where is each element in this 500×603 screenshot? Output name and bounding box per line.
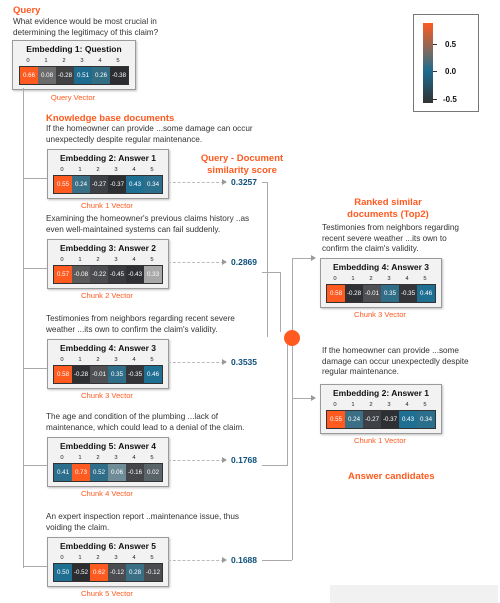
- kb-embedding-card: [47, 239, 169, 289]
- similarity-score: 0.2869: [231, 257, 257, 267]
- embedding-index-label: 2: [96, 167, 100, 173]
- query-vector-cells: [19, 66, 129, 85]
- embedding-index-label: 3: [114, 167, 118, 173]
- ranked-document-text: Testimonies from neighbors regarding recent severe weather ...its own to confirm the claim's validity.: [322, 223, 459, 253]
- embedding-index-label: 0: [333, 276, 337, 282]
- kb-document-text: Testimonies from neighbors regarding recent severe weather ...its own to confirm the claim's validity.: [46, 314, 235, 334]
- embedding-index-label: 4: [405, 402, 409, 408]
- embedding-cell: 0.41: [54, 464, 72, 481]
- embedding-cell: 0.73: [72, 464, 90, 481]
- color-scale-bar: [423, 23, 433, 103]
- kb-score-arrow: [168, 460, 224, 461]
- embedding-cell: -0.28: [72, 366, 90, 383]
- embedding-cell: 0.06: [108, 464, 126, 481]
- kb-vector-cells: [53, 265, 163, 284]
- embedding-index-label: 4: [405, 276, 409, 282]
- merge-line-1: [262, 182, 268, 183]
- embedding-index-label: 5: [116, 58, 120, 64]
- embedding-cell: -0.37: [108, 176, 126, 193]
- embedding-cell: 0.35: [381, 285, 399, 302]
- embedding-cell: 0.46: [417, 285, 435, 302]
- embedding-cell: -0.27: [363, 411, 381, 428]
- embedding-cell: 0.62: [90, 564, 108, 581]
- embedding-index-label: 2: [62, 58, 66, 64]
- merge-line-5: [262, 560, 292, 561]
- embedding-index-label: 2: [369, 276, 373, 282]
- embedding-index-label: 2: [96, 455, 100, 461]
- kb-document-text: The age and condition of the plumbing ...lack of maintenance, which could lead to a denial of the claim.: [46, 412, 245, 432]
- kb-chunk-caption: Chunk 5 Vector: [81, 589, 133, 598]
- ranked-vector-cells: [326, 410, 436, 429]
- kb-embedding-title: Embedding 5: Answer 4: [59, 441, 157, 451]
- kb-vector-cells: [53, 463, 163, 482]
- similarity-label: Query - Document similarity score: [200, 153, 284, 176]
- embedding-index-label: 4: [132, 167, 136, 173]
- kb-score-arrow-head: [222, 557, 227, 563]
- kb-chunk-caption: Chunk 2 Vector: [81, 291, 133, 300]
- merge-node-circle: [284, 330, 300, 346]
- ranked-document-text: If the homeowner can provide ...some damage can occur unexpectedly despite regular maintenance.: [322, 346, 469, 376]
- embedding-index-label: 0: [60, 257, 64, 263]
- branch-line-1: [23, 178, 47, 179]
- embedding-index-label: 5: [150, 455, 154, 461]
- embedding-index-label: 4: [132, 455, 136, 461]
- embedding-index-label: 0: [60, 167, 64, 173]
- branch-line-5: [23, 566, 47, 567]
- kb-embedding-title: Embedding 3: Answer 2: [59, 243, 157, 253]
- branch-line-3: [23, 368, 47, 369]
- kb-index-row: [53, 357, 161, 363]
- embedding-cell: 0.58: [54, 366, 72, 383]
- ranked-chunk-caption: Chunk 1 Vector: [354, 436, 406, 445]
- color-scale-legend: [413, 14, 479, 112]
- embedding-cell: -0.37: [381, 411, 399, 428]
- merge-line-v-bottom: [287, 340, 288, 465]
- embedding-index-label: 1: [78, 357, 82, 363]
- embedding-index-label: 2: [96, 257, 100, 263]
- embedding-cell: -0.35: [399, 285, 417, 302]
- kb-score-arrow-head: [222, 179, 227, 185]
- output-arrow-2: [292, 398, 312, 399]
- embedding-cell: 0.43: [126, 176, 144, 193]
- embedding-cell: 0.43: [399, 411, 417, 428]
- embedding-index-label: 3: [114, 257, 118, 263]
- ranked-embedding-title: Embedding 4: Answer 3: [332, 262, 430, 272]
- embedding-index-label: 1: [351, 402, 355, 408]
- embedding-cell: -0.22: [90, 266, 108, 283]
- kb-score-arrow: [168, 182, 224, 183]
- footer-bar: [330, 585, 498, 603]
- embedding-cell: 0.34: [417, 411, 435, 428]
- kb-embedding-title: Embedding 2: Answer 1: [59, 153, 157, 163]
- embedding-index-label: 5: [150, 167, 154, 173]
- kb-embedding-card: [47, 537, 169, 587]
- ranked-embedding-card: [320, 384, 442, 434]
- embedding-index-label: 4: [132, 555, 136, 561]
- legend-tickmark-top: [433, 44, 437, 45]
- embedding-cell: 0.51: [74, 67, 92, 84]
- ranked-embedding-card: [320, 258, 442, 308]
- kb-chunk-caption: Chunk 1 Vector: [81, 201, 133, 210]
- query-title: Query: [13, 5, 41, 16]
- ranked-chunk-caption: Chunk 3 Vector: [354, 310, 406, 319]
- kb-score-arrow-head: [222, 259, 227, 265]
- embedding-index-label: 2: [369, 402, 373, 408]
- legend-tick-low: -0.5: [443, 95, 457, 104]
- embedding-index-label: 3: [114, 455, 118, 461]
- embedding-index-label: 0: [26, 58, 30, 64]
- merge-line-2v: [280, 272, 281, 332]
- embedding-cell: 0.34: [144, 176, 162, 193]
- kb-chunk-caption: Chunk 3 Vector: [81, 391, 133, 400]
- ranked-index-row: [326, 276, 434, 282]
- kb-document-text: An expert inspection report ..maintenance issue, thus voiding the claim.: [46, 512, 239, 532]
- kb-vector-cells: [53, 365, 163, 384]
- embedding-cell: -0.52: [72, 564, 90, 581]
- similarity-score: 0.3257: [231, 177, 257, 187]
- embedding-cell: 0.28: [126, 564, 144, 581]
- similarity-score: 0.3535: [231, 357, 257, 367]
- ranked-vector-cells: [326, 284, 436, 303]
- kb-title: Knowledge base documents: [46, 113, 175, 124]
- query-index-row: [19, 58, 127, 64]
- legend-tickmark-bottom: [433, 99, 437, 100]
- embedding-cell: -0.01: [90, 366, 108, 383]
- embedding-index-label: 1: [78, 555, 82, 561]
- embedding-cell: 0.55: [54, 176, 72, 193]
- embedding-cell: 0.52: [90, 464, 108, 481]
- kb-score-arrow: [168, 262, 224, 263]
- embedding-index-label: 5: [423, 276, 427, 282]
- output-line-v2: [292, 346, 293, 398]
- embedding-index-label: 4: [132, 357, 136, 363]
- embedding-cell: -0.35: [126, 366, 144, 383]
- embedding-cell: -0.08: [72, 266, 90, 283]
- embedding-cell: -0.45: [108, 266, 126, 283]
- kb-embedding-title: Embedding 6: Answer 5: [59, 541, 157, 551]
- kb-index-row: [53, 455, 161, 461]
- embedding-cell: 0.35: [108, 366, 126, 383]
- kb-index-row: [53, 257, 161, 263]
- similarity-score: 0.1768: [231, 455, 257, 465]
- embedding-cell: 0.50: [54, 564, 72, 581]
- embedding-index-label: 1: [78, 455, 82, 461]
- embedding-index-label: 3: [80, 58, 84, 64]
- embedding-index-label: 3: [114, 555, 118, 561]
- embedding-cell: -0.16: [126, 464, 144, 481]
- embedding-index-label: 0: [60, 455, 64, 461]
- kb-embedding-card: [47, 339, 169, 389]
- kb-index-row: [53, 555, 161, 561]
- output-line-v: [292, 258, 293, 330]
- embedding-cell: 0.02: [144, 464, 162, 481]
- merge-line-4: [262, 465, 288, 466]
- embedding-cell: 0.46: [144, 366, 162, 383]
- embedding-cell: 0.55: [327, 411, 345, 428]
- query-trunk-line: [23, 88, 24, 568]
- embedding-index-label: 5: [150, 257, 154, 263]
- kb-chunk-caption: Chunk 4 Vector: [81, 489, 133, 498]
- embedding-index-label: 4: [132, 257, 136, 263]
- kb-document-text: If the homeowner can provide ...some damage can occur unexpectedly despite regular maintenance.: [46, 124, 253, 144]
- ranked-title: Ranked similar documents (Top2): [347, 197, 429, 220]
- kb-score-arrow-head: [222, 457, 227, 463]
- answer-candidates-label: Answer candidates: [348, 471, 435, 482]
- query-vector-caption: Query Vector: [50, 93, 96, 102]
- embedding-index-label: 2: [96, 357, 100, 363]
- embedding-index-label: 0: [60, 357, 64, 363]
- legend-tickmark-mid: [433, 71, 437, 72]
- embedding-index-label: 1: [351, 276, 355, 282]
- merge-line-2: [262, 272, 280, 273]
- kb-vector-cells: [53, 563, 163, 582]
- embedding-cell: -0.28: [345, 285, 363, 302]
- embedding-index-label: 1: [78, 167, 82, 173]
- embedding-index-label: 2: [96, 555, 100, 561]
- kb-embedding-title: Embedding 4: Answer 3: [59, 343, 157, 353]
- embedding-cell: -0.28: [56, 67, 74, 84]
- kb-index-row: [53, 167, 161, 173]
- kb-document-text: Examining the homeowner's previous claims history ..as even well-maintained systems can fail suddenly.: [46, 214, 250, 234]
- embedding-cell: 0.57: [54, 266, 72, 283]
- embedding-index-label: 3: [387, 402, 391, 408]
- output-arrow-2-head: [311, 395, 316, 401]
- ranked-index-row: [326, 402, 434, 408]
- branch-line-2: [23, 268, 47, 269]
- embedding-cell: 0.58: [327, 285, 345, 302]
- embedding-index-label: 3: [114, 357, 118, 363]
- embedding-index-label: 5: [423, 402, 427, 408]
- embedding-cell: 0.26: [92, 67, 110, 84]
- output-arrow-1-head: [311, 255, 316, 261]
- embedding-index-label: 3: [387, 276, 391, 282]
- embedding-cell: 0.66: [20, 67, 38, 84]
- embedding-cell: 0.24: [345, 411, 363, 428]
- output-arrow-1: [292, 258, 312, 259]
- embedding-cell: -0.12: [108, 564, 126, 581]
- branch-line-4: [23, 465, 47, 466]
- embedding-index-label: 0: [333, 402, 337, 408]
- legend-tick-zero: 0.0: [445, 67, 457, 76]
- kb-embedding-card: [47, 149, 169, 199]
- kb-embedding-card: [47, 437, 169, 487]
- embedding-cell: -0.43: [126, 266, 144, 283]
- similarity-score: 0.1688: [231, 555, 257, 565]
- query-embedding-card: [12, 40, 136, 90]
- embedding-cell: -0.27: [90, 176, 108, 193]
- ranked-embedding-title: Embedding 2: Answer 1: [332, 388, 430, 398]
- embedding-index-label: 4: [98, 58, 102, 64]
- kb-vector-cells: [53, 175, 163, 194]
- kb-score-arrow: [168, 362, 224, 363]
- query-embedding-title: Embedding 1: Question: [26, 44, 122, 54]
- query-text: What evidence would be most crucial in determining the legitimacy of this claim?: [13, 17, 159, 37]
- embedding-cell: 0.24: [72, 176, 90, 193]
- embedding-index-label: 1: [44, 58, 48, 64]
- embedding-index-label: 1: [78, 257, 82, 263]
- kb-score-arrow: [168, 560, 224, 561]
- embedding-index-label: 0: [60, 555, 64, 561]
- embedding-cell: -0.12: [144, 564, 162, 581]
- legend-tick-high: 0.5: [445, 40, 457, 49]
- embedding-index-label: 5: [150, 555, 154, 561]
- merge-line-v-top: [267, 182, 268, 337]
- embedding-cell: 0.33: [144, 266, 162, 283]
- embedding-cell: 0.08: [38, 67, 56, 84]
- embedding-cell: -0.01: [363, 285, 381, 302]
- embedding-index-label: 5: [150, 357, 154, 363]
- embedding-cell: -0.38: [110, 67, 128, 84]
- kb-score-arrow-head: [222, 359, 227, 365]
